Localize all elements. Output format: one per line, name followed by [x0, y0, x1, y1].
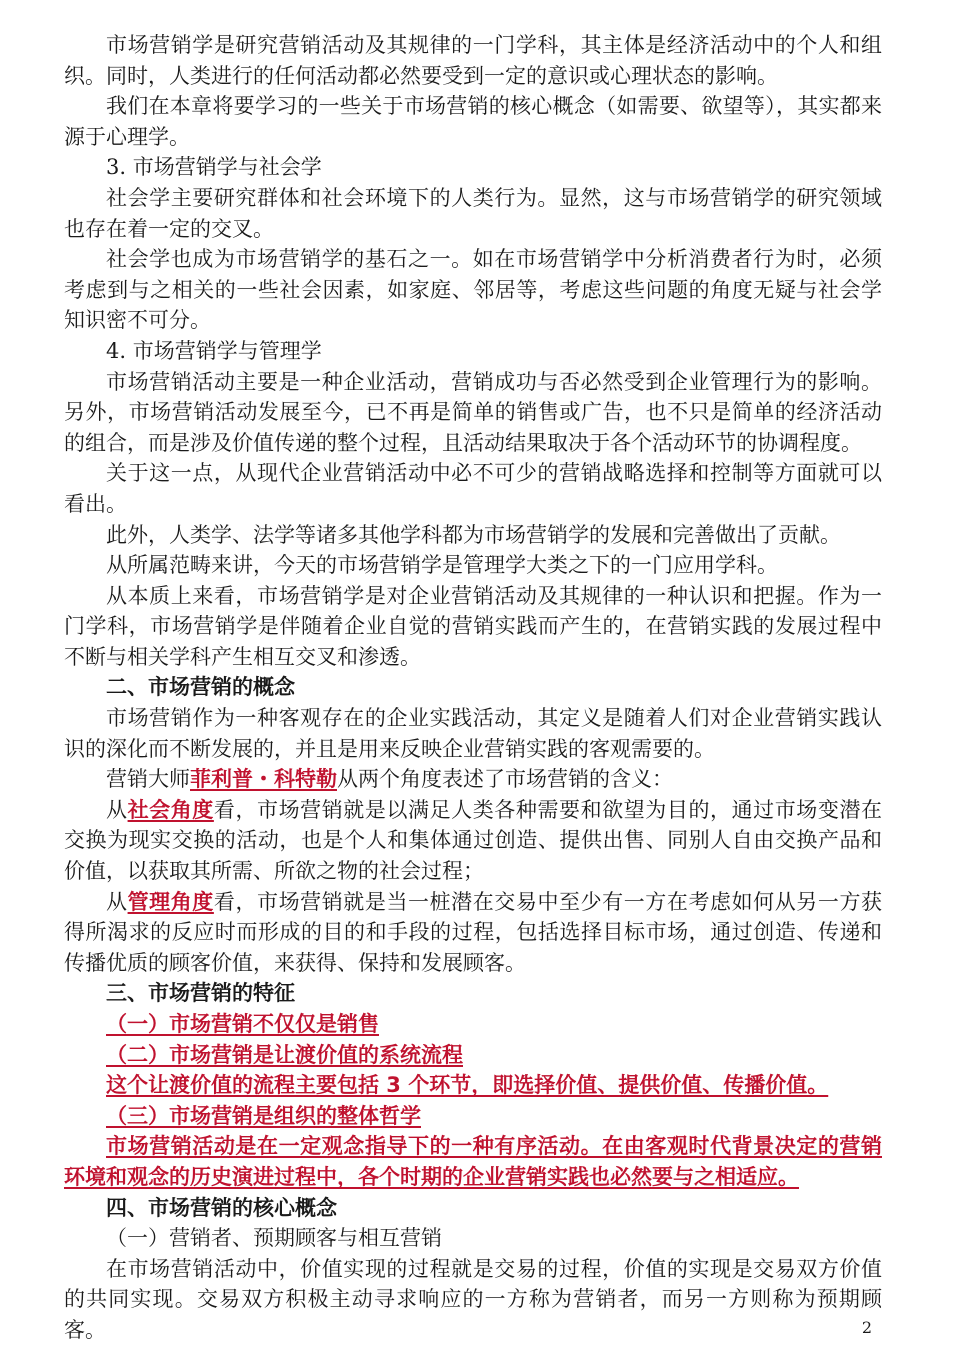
subheading: 4. 市场营销学与管理学 — [106, 338, 322, 363]
text-run: 从两个角度表述了市场营销的含义： — [337, 767, 673, 792]
text-run: 看，市场营销就是当一桩潜在交易中至少有一方在考虑如何从另一方获得所渴求的反应时而形成的目的和手段的过程，包括选择目标市场，通过创造、传递和传播优质的顾客价值，来获得、保持和发展顾客。 — [64, 889, 883, 975]
paragraph — [64, 764, 882, 795]
subheading: （一）营销者、预期顾客与相互营销 — [106, 1226, 442, 1251]
highlighted-item — [64, 1101, 882, 1132]
page-number: 2 — [861, 1318, 872, 1337]
paragraph: 社会学也成为市场营销学的基石之一。如在市场营销学中分析消费者行为时，必须考虑到与之相关的一些社会因素，如家庭、邻居等，考虑这些问题的角度无疑与社会学知识密不可分。 — [64, 247, 882, 333]
highlighted-term: 社会角度 — [127, 797, 214, 822]
subheading: 3. 市场营销学与社会学 — [106, 155, 322, 180]
paragraph: 市场营销作为一种客观存在的企业实践活动，其定义是随着人们对企业营销实践认识的深化而不断发展的，并且是用来反映企业营销实践的客观需要的。 — [64, 706, 882, 761]
highlighted-name: 菲利普・科特勒 — [190, 767, 337, 792]
highlighted-item — [64, 1040, 882, 1071]
section-heading: 二、市场营销的概念 — [106, 675, 295, 700]
paragraph — [64, 795, 882, 887]
paragraph: 我们在本章将要学习的一些关于市场营销的核心概念（如需要、欲望等），其实都来源于心理学。 — [64, 94, 882, 149]
highlighted-paragraph — [64, 1070, 882, 1101]
highlighted-text: （三）市场营销是组织的整体哲学 — [106, 1103, 421, 1128]
text-run: 从 — [106, 889, 128, 914]
paragraph: 从本质上来看，市场营销学是对企业营销活动及其规律的一种认识和把握。作为一门学科，市场营销学是伴随着企业自觉的营销实践而产生的，在营销实践的发展过程中不断与相关学科产生相互交叉和渗透。 — [64, 583, 882, 669]
highlighted-text: （二）市场营销是让渡价值的系统流程 — [106, 1042, 463, 1067]
document-body — [64, 30, 882, 1346]
text-run: 营销大师 — [106, 767, 190, 792]
highlighted-text: 这个让渡价值的流程主要包括 3 个环节，即选择价值、提供价值、传播价值。 — [106, 1073, 829, 1098]
highlighted-text: 市场营销活动是在一定观念指导下的一种有序活动。在由客观时代背景决定的营销环境和观念的历史演进过程中，各个时期的企业营销实践也必然要与之相适应。 — [64, 1134, 882, 1189]
text-run: 从 — [106, 797, 128, 822]
paragraph: 在市场营销活动中，价值实现的过程就是交易的过程，价值的实现是交易双方价值的共同实现。交易双方积极主动寻求响应的一方称为营销者，而另一方则称为预期顾客。 — [64, 1256, 882, 1342]
highlighted-text: （一）市场营销不仅仅是销售 — [106, 1012, 379, 1036]
paragraph: 关于这一点，从现代企业营销活动中必不可少的营销战略选择和控制等方面就可以看出。 — [64, 461, 882, 516]
section-heading: 四、市场营销的核心概念 — [106, 1195, 337, 1220]
section-heading: 三、市场营销的特征 — [106, 981, 295, 1006]
paragraph: 市场营销学是研究营销活动及其规律的一门学科，其主体是经济活动中的个人和组织。同时，人类进行的任何活动都必然要受到一定的意识或心理状态的影响。 — [64, 33, 882, 88]
paragraph — [64, 887, 882, 979]
highlighted-term: 管理角度 — [127, 889, 214, 914]
text-run: 看，市场营销就是以满足人类各种需要和欲望为目的，通过市场变潜在交换为现实交换的活动，也是个人和集体通过创造、提供出售、同别人自由交换产品和价值，以获取其所需、所欲之物的社会过程； — [64, 797, 883, 884]
paragraph: 此外，人类学、法学等诸多其他学科都为市场营销学的发展和完善做出了贡献。 — [106, 522, 841, 547]
paragraph: 从所属范畴来讲，今天的市场营销学是管理学大类之下的一门应用学科。 — [106, 553, 778, 578]
paragraph: 市场营销活动主要是一种企业活动，营销成功与否必然受到企业管理行为的影响。另外，市场营销活动发展至今，已不再是简单的销售或广告，也不只是简单的经济活动的组合，而是涉及价值传递的整个过程，且活动结果取决于各个活动环节的协调程度。 — [64, 369, 882, 455]
highlighted-paragraph — [64, 1131, 882, 1192]
paragraph: 社会学主要研究群体和社会环境下的人类行为。显然，这与市场营销学的研究领域也存在着一定的交叉。 — [64, 185, 882, 241]
highlighted-item — [64, 1009, 882, 1040]
